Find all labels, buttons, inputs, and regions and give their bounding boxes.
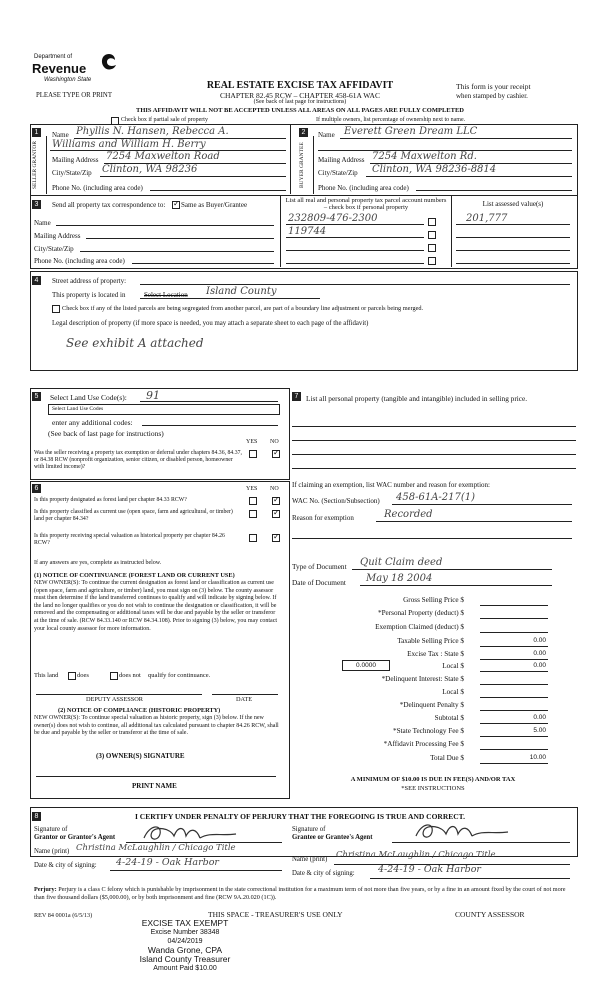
fee-subtotal [290, 714, 556, 724]
select-location-text: Select Location [144, 291, 188, 299]
stamp-line-6: Amount Paid $10.00 [153, 965, 217, 972]
land-does-label: does [77, 672, 89, 679]
treasurer-stamp [120, 919, 250, 973]
qualify-label: qualify for continuance. [148, 672, 211, 679]
fee-local2-value [480, 688, 548, 698]
s6-q3: Is this property receiving special valuation as historical property per chapter 84.26 RCW? [34, 533, 225, 546]
grantee-name-print-label: Name (print) [292, 856, 328, 863]
doc-type-label: Type of Document [292, 562, 347, 571]
s6-if-yes: If any answers are yes, complete as instructed below. [34, 560, 162, 566]
logo-dept: Department of [34, 54, 73, 60]
parcel-2: 119744 [288, 226, 327, 237]
perjury-statement [34, 886, 576, 902]
fee-affidavit-value [480, 740, 548, 750]
s6-q3-yes-checkbox[interactable] [249, 534, 257, 542]
date-label: DATE [236, 696, 253, 703]
grantee-sig-label: Signature of [292, 826, 326, 833]
same-as-buyer-checkbox[interactable]: ✓ [173, 199, 180, 208]
grantee-date-city-label: Date & city of signing: [292, 870, 355, 877]
buyer-phone-label: Phone No. (including area code) [318, 184, 409, 192]
fee-exemption-label: Exemption Claimed (deduct) $ [375, 623, 464, 631]
s5-yes: YES [246, 439, 258, 445]
send-correspondence-label: Send all property tax correspondence to: [52, 201, 166, 209]
fee-excise-state-value: 0.00 [480, 650, 548, 660]
grantee-agent-label: Grantee or Grantee's Agent [292, 834, 373, 841]
s5-yes-checkbox[interactable] [249, 450, 257, 458]
s6-q3-no-checkbox[interactable]: ✓ [273, 532, 280, 541]
fee-delinq-interest-value [480, 675, 548, 685]
grantor-date-city-label: Date & city of signing: [34, 862, 97, 869]
fee-subtotal-label: Subtotal $ [434, 714, 464, 722]
warning-text: THIS AFFIDAVIT WILL NOT BE ACCEPTED UNLESS ALL AREAS ON ALL PAGES ARE FULLY COMPLETED [136, 107, 464, 114]
fee-tech-label: *State Technology Fee $ [392, 727, 464, 735]
located-label: This property is located in [52, 291, 126, 299]
this-land-label: This land [34, 672, 59, 679]
grantor-agent-label: Grantor or Grantor's Agent [34, 834, 116, 841]
seller-mailing-label: Mailing Address [52, 156, 99, 164]
s3-city-label: City/State/Zip [34, 245, 74, 253]
grantee-signature-icon [412, 820, 522, 842]
s6-q2-yes-checkbox[interactable] [249, 510, 257, 518]
section-6-number: 6 [32, 484, 41, 493]
county-assessor-label: COUNTY ASSESSOR [455, 910, 525, 919]
fee-local2-label: Local $ [442, 688, 464, 696]
wac-label: WAC No. (Section/Subsection) [292, 497, 380, 505]
minimum-due-note: A MINIMUM OF $10.00 IS DUE IN FEE(S) AND/OR TAX [350, 776, 516, 783]
s6-yes: YES [246, 486, 258, 492]
fee-gross-value [480, 596, 548, 606]
additional-codes-label: enter any additional codes: [52, 418, 133, 427]
fee-personal-value [480, 609, 548, 619]
certify-statement: I CERTIFY UNDER PENALTY OF PERJURY THAT THE FOREGOING IS TRUE AND CORRECT. [134, 812, 465, 821]
s6-q1-yes-checkbox[interactable] [249, 497, 257, 505]
print-name-label: PRINT NAME [132, 782, 177, 790]
seller-phone-label: Phone No. (including area code) [52, 184, 143, 192]
stamp-line-3: 04/24/2019 [167, 938, 203, 945]
local-rate-box[interactable]: 0.0000 [342, 660, 390, 671]
perjury-text: Perjury is a class C felony which is punishable by imprisonment in the state correctional institution for a maximum term of not more than five years, or by a fine in an amount fixed by the court of not more than five thousand dollars ($5,000.00), or by both imprisonment and fine (RCW 9A.20.020 (1C)). [34, 886, 566, 901]
street-address-label: Street address of property: [52, 277, 127, 285]
fee-delinq-penalty [290, 701, 556, 711]
buyer-city-value: Clinton, WA 98236-8814 [372, 164, 497, 175]
fee-local [290, 662, 556, 672]
rev-number: REV 84 0001a (6/5/13) [34, 912, 93, 919]
section-8-number: 8 [32, 812, 41, 821]
s6-q2: Is this property classified as current use (open space, farm and agricultural, or timber) land per chapter 84.34? [34, 509, 233, 522]
section-5-number: 5 [32, 392, 41, 401]
seller-city-label: City/State/Zip [52, 169, 92, 177]
fee-affidavit-label: *Affidavit Processing Fee $ [383, 740, 464, 748]
fee-delinq-penalty-value [480, 701, 548, 711]
s5-no: NO [270, 439, 279, 445]
logo-revenue: Revenue [32, 61, 87, 76]
fee-gross-label: Gross Selling Price $ [403, 596, 464, 604]
fee-subtotal-value: 0.00 [480, 714, 548, 724]
personal-property-label: List all personal property (tangible and intangible) included in selling price. [306, 394, 528, 403]
multiple-owners-note: If multiple owners, list percentage of ownership next to name. [316, 117, 466, 123]
legal-desc-label: Legal description of property (if more space is needed, you may attach a separate sheet to each page of the affidavit) [52, 320, 369, 327]
fee-local-label: Local $ [442, 662, 464, 670]
s3-name-label: Name [34, 219, 51, 227]
buyer-mailing-value: 7254 Maxwelton Rd. [372, 151, 477, 162]
fee-local2 [290, 688, 556, 698]
grantor-date-city-value: 4-24-19 - Oak Harbor [116, 857, 219, 868]
seller-mailing-value: 7254 Maxwelton Road [106, 151, 220, 162]
buyer-mailing-label: Mailing Address [318, 156, 365, 164]
receipt-note-1: This form is your receipt [456, 82, 531, 91]
seller-name-2: Williams and William H. Berry [52, 139, 206, 150]
stamp-line-5: Island County Treasurer [139, 954, 231, 964]
parcel-list-header: List all real and personal property tax parcel account numbers – check box if personal property [285, 197, 447, 211]
fee-excise-state-label: Excise Tax : State $ [407, 650, 464, 658]
deputy-assessor-label: DEPUTY ASSESSOR [86, 696, 143, 703]
location-value: Island County [206, 286, 277, 297]
doc-type-value: Quit Claim deed [360, 557, 443, 568]
section-2-number: 2 [299, 128, 308, 137]
fee-delinq-penalty-label: *Delinquent Penalty $ [399, 701, 464, 709]
buyer-city-label: City/State/Zip [318, 169, 358, 177]
grantor-name-print-label: Name (print) [34, 848, 70, 855]
land-use-label: Select Land Use Code(s): [50, 393, 127, 402]
land-use-select[interactable] [48, 404, 280, 415]
section-7-number: 7 [292, 392, 301, 401]
fee-affidavit [290, 740, 556, 750]
land-use-select-text: Select Land Use Codes [52, 406, 104, 412]
section-4-number: 4 [32, 276, 41, 285]
fee-personal-label: *Personal Property (deduct) $ [377, 609, 464, 617]
parcel-1-personal-checkbox[interactable] [428, 218, 436, 226]
perjury-title: Perjury: [34, 886, 57, 893]
land-does-not-label: does not [119, 672, 141, 679]
grantor-name-print-value: Christina McLaughlin / Chicago Title [76, 843, 236, 853]
seller-name-label: Name [52, 131, 69, 139]
fee-excise-state [290, 650, 556, 660]
seller-city-value: Clinton, WA 98236 [102, 164, 198, 175]
wac-value: 458-61A-217(1) [396, 492, 476, 503]
stamp-line-4: Wanda Grone, CPA [147, 945, 223, 955]
notice1-title: (1) NOTICE OF CONTINUANCE (FOREST LAND OR CURRENT USE) [34, 572, 235, 579]
s6-q1-no-checkbox[interactable]: ✓ [273, 495, 280, 504]
buyer-name-label: Name [318, 131, 335, 139]
notice2-title: (2) NOTICE OF COMPLIANCE (HISTORIC PROPERTY) [58, 707, 221, 714]
fee-tech [290, 727, 556, 737]
grantee-date-city-value: 4-24-19 - Oak Harbor [378, 864, 481, 875]
parcel-1: 232809-476-2300 [288, 213, 378, 224]
fee-total [290, 754, 556, 764]
grantor-sig-label: Signature of [34, 826, 68, 833]
parcel-3-personal-checkbox[interactable] [428, 244, 436, 252]
fee-taxable [290, 637, 556, 647]
notice1-text: NEW OWNER(S): To continue the current designation as forest land or classification as current use (open space, farm and agriculture, or timber) land, you must sign on (3) below. The county assessor must then determine if the land transferred continues to qualify and will indicate by signing below. If the land no longer qualifies or you do not wish to continue the designation or classification, it will be removed and the compensating or additional taxes will be due and payable by the seller or transferor at the time of sale. (RCW 84.33.140 or RCW 84.34.108). Prior to signing (3) below, you may contact your local county assessor for more information. [34, 580, 278, 632]
assessed-1: 201,777 [466, 213, 508, 224]
fee-total-label: Total Due $ [430, 754, 464, 762]
doc-date-value: May 18 2004 [366, 573, 433, 584]
assessed-header: List assessed value(s) [482, 200, 544, 208]
s5-exemption-question: Was the seller receiving a property tax exemption or deferral under chapters 84.36, 84.37, or 84.38 RCW (nonprofit organization, senior citizen, or disabled person, homeowner with limited income)? [34, 450, 242, 470]
grantee-name-print-value: Christina McLaughlin / Chicago Title [336, 850, 496, 860]
s5-no-checkbox[interactable]: ✓ [273, 448, 280, 457]
see-back-note: (See back of last page for instructions) [253, 99, 347, 105]
stamp-line-2: Excise Number 38348 [150, 929, 220, 936]
stamp-line-1: EXCISE TAX EXEMPT [141, 918, 229, 928]
land-use-value: 91 [146, 389, 160, 402]
land-does-not-checkbox[interactable] [110, 672, 118, 680]
form-title: REAL ESTATE EXCISE TAX AFFIDAVIT [206, 80, 394, 91]
fee-gross [290, 596, 556, 606]
fee-local-value: 0.00 [480, 662, 548, 672]
reason-value: Recorded [384, 509, 433, 520]
please-type: PLEASE TYPE OR PRINT [36, 92, 112, 99]
s6-no: NO [270, 486, 279, 492]
form-subtitle: CHAPTER 82.45 RCW – CHAPTER 458-61A WAC [220, 91, 380, 100]
seller-side-label: SELLER GRANTOR [32, 140, 38, 190]
treasurer-use-label: THIS SPACE - TREASURER'S USE ONLY [208, 910, 343, 919]
buyer-side-label: BUYER GRANTEE [299, 142, 305, 188]
fee-personal [290, 609, 556, 619]
doc-date-label: Date of Document [292, 578, 346, 587]
section-3-number: 3 [32, 200, 41, 209]
segregated-checkbox[interactable] [52, 305, 60, 313]
owner-signature-label: (3) OWNER(S) SIGNATURE [96, 752, 185, 760]
fee-taxable-value: 0.00 [480, 637, 548, 647]
s5-see-back: (See back of last page for instructions) [48, 429, 164, 438]
section-1-number: 1 [32, 128, 41, 137]
reason-label: Reason for exemption [292, 514, 354, 522]
partial-sale-label: Check box if partial sale of property [121, 117, 208, 123]
see-instructions-note: *SEE INSTRUCTIONS [401, 785, 465, 792]
fee-delinq-interest-label: *Delinquent Interest: State $ [381, 675, 464, 683]
parcel-4-personal-checkbox[interactable] [428, 257, 436, 265]
fee-taxable-label: Taxable Selling Price $ [397, 637, 464, 645]
legal-desc-value: See exhibit A attached [66, 336, 204, 350]
s3-phone-label: Phone No. (including area code) [34, 257, 125, 265]
same-as-buyer-label: Same as Buyer/Grantee [181, 201, 248, 209]
seller-name-1: Phyllis N. Hansen, Rebecca A. [76, 126, 229, 137]
grantor-signature-icon [140, 822, 250, 844]
logo-state: Washington State [44, 77, 92, 83]
land-does-checkbox[interactable] [68, 672, 76, 680]
fee-tech-value: 5.00 [480, 727, 548, 737]
segregated-label: Check box if any of the listed parcels are being segregated from another parcel, are part of a boundary line adjustment or parcels being merged. [62, 305, 424, 312]
fee-delinq-interest [290, 675, 556, 685]
fee-exemption [290, 623, 556, 633]
fee-total-value: 10.00 [480, 754, 548, 764]
receipt-note-2: when stamped by cashier. [456, 92, 528, 100]
fee-exemption-value [480, 623, 548, 633]
s3-mailing-label: Mailing Address [34, 232, 81, 240]
claiming-exemption-label: If claiming an exemption, list WAC number and reason for exemption: [292, 481, 490, 489]
s6-q1: Is this property designated as forest land per chapter 84.33 RCW? [34, 497, 187, 503]
buyer-name-1: Everett Green Dream LLC [344, 126, 478, 137]
notice2-text: NEW OWNER(S): To continue special valuation as historic property, sign (3) below. If the new owner(s) does not wish to continue, all additional tax calculated pursuant to chapter 84.26 RCW, shall be due and payable by the seller or transferor at the time of sale. [34, 715, 279, 737]
s6-q2-no-checkbox[interactable]: ✓ [273, 508, 280, 517]
parcel-2-personal-checkbox[interactable] [428, 231, 436, 239]
revenue-logo-icon [98, 52, 120, 76]
